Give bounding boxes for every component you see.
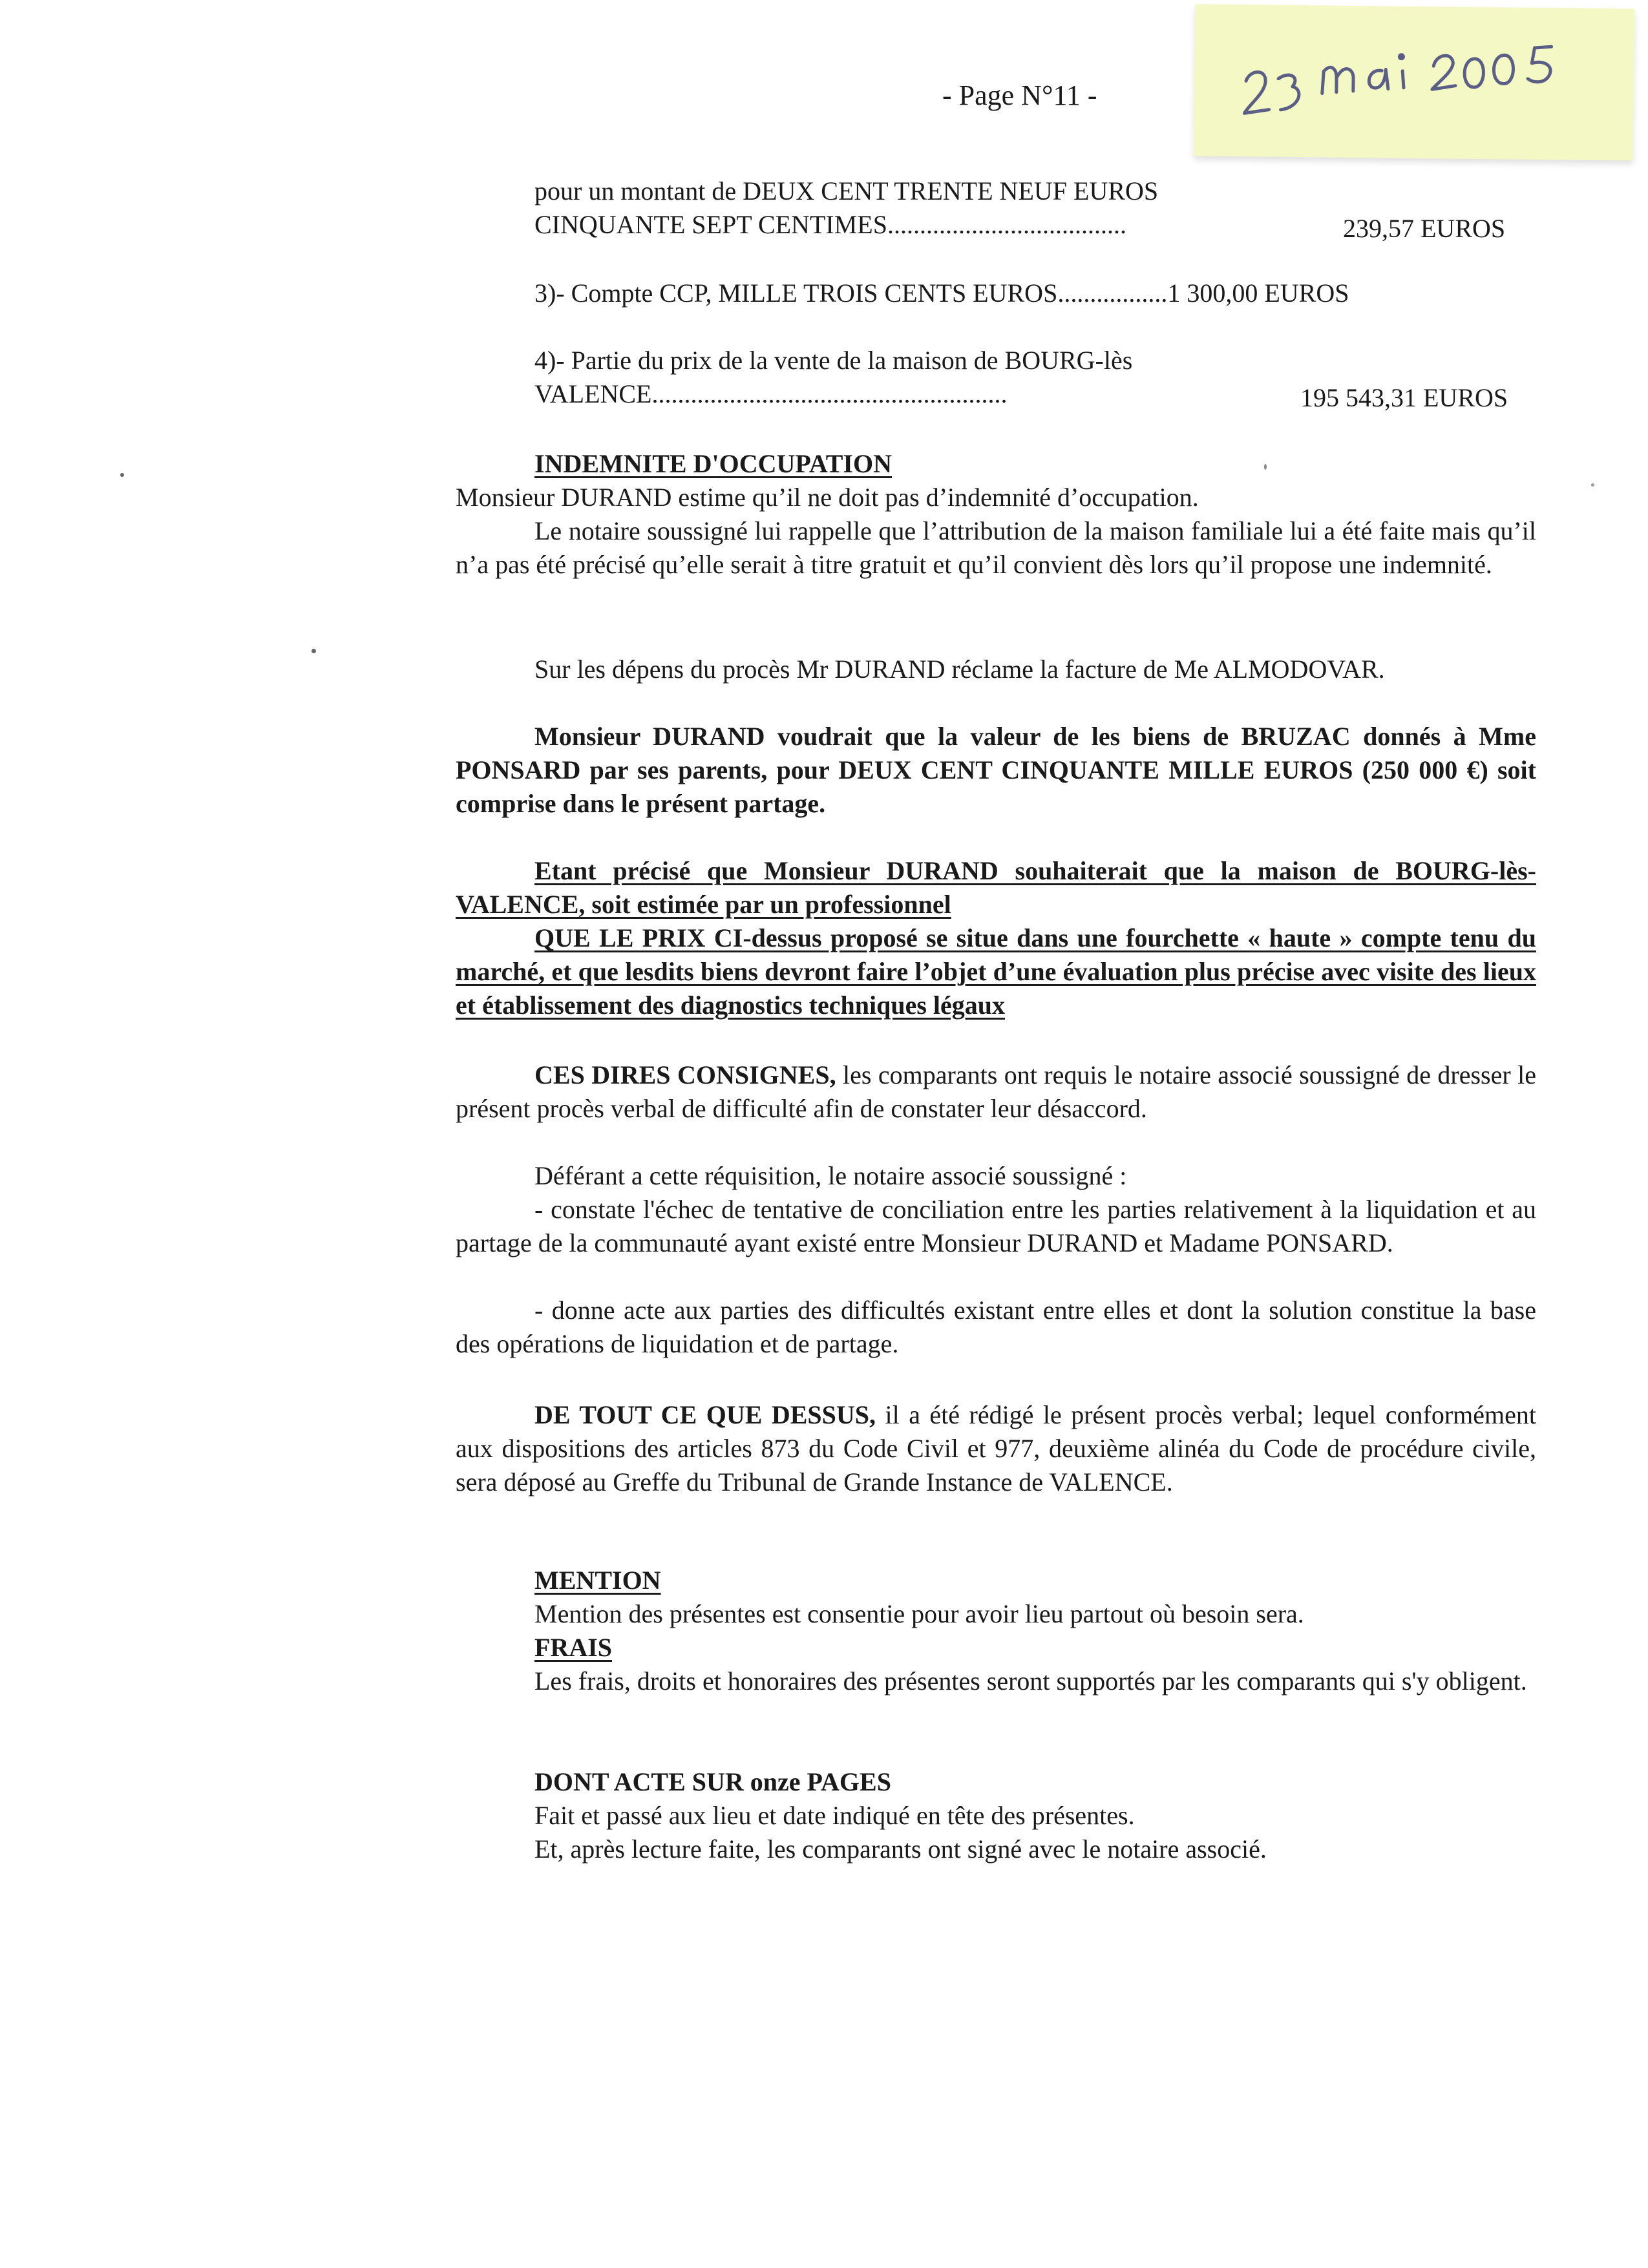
dires-paragraph — [456, 1058, 1536, 1126]
item2-line2 — [534, 208, 1126, 242]
item2-amount: 239,57 EUROS — [1343, 214, 1506, 243]
dot-leader: ................. — [1057, 278, 1168, 308]
page-number: - Page N°11 - — [942, 79, 1097, 111]
scan-speck — [312, 649, 316, 653]
dessus-text: il a été rédigé le présent procès verbal; lequel conformément aux dispositions des articles 873 du Code Civil et 977, deuxième alinéa du Code de procédure civile, sera déposé au Greffe du Tribunal de Grande Instance de VALENCE. — [456, 1400, 1536, 1496]
item4-line1: 4)- Partie du prix de la vente de la maison de BOURG-lès — [534, 346, 1133, 375]
scan-speck — [120, 473, 124, 477]
indemnite-paragraph: Le notaire soussigné lui rappelle que l’attribution de la maison familiale lui a été faite mais qu’il n’a pas été précisé qu’elle serait à titre gratuit et qu’il convient dès lors qu’il propose une indemnité. — [456, 516, 1536, 579]
indemnite-heading: INDEMNITE D'OCCUPATION — [534, 449, 892, 478]
indemnite-line1: Monsieur DURAND estime qu’il ne doit pas d’indemnité d’occupation. — [456, 483, 1199, 512]
deferant-point2: - donne acte aux parties des difficultés existant entre elles et dont la solution constitue la base des opérations de liquidation et de partage. — [456, 1296, 1536, 1358]
bruzac-paragraph: Monsieur DURAND voudrait que la valeur de les biens de BRUZAC donnés à Mme PONSARD par ses parents, pour DEUX CENT CINQUANTE MILLE EUROS (250 000 €) soit comprise dans le présent partage. — [456, 722, 1536, 818]
dot-leader: ....................................................... — [651, 379, 1008, 408]
estimation-paragraph: Etant précisé que Monsieur DURAND souhaiterait que la maison de BOURG-lès-VALENCE, soit estimée par un professionnel — [456, 856, 1536, 919]
mention-heading: MENTION — [534, 1566, 661, 1595]
item2-label: CINQUANTE SEPT CENTIMES — [534, 210, 887, 239]
scan-speck — [1591, 483, 1594, 487]
dires-text: les comparants ont requis le notaire associé soussigné de dresser le présent procès verbal de difficulté afin de constater leur désaccord. — [456, 1060, 1537, 1123]
item4-amount: 195 543,31 EUROS — [1300, 383, 1508, 412]
deferant-intro: Déférant a cette réquisition, le notaire associé soussigné : — [534, 1161, 1127, 1190]
item3-label: 3)- Compte CCP, MILLE TROIS CENTS EUROS — [534, 278, 1058, 308]
closing-heading: DONT ACTE SUR onze PAGES — [534, 1767, 891, 1796]
sticky-note — [1194, 4, 1634, 160]
deferant-point1: - constate l'échec de tentative de conciliation entre les parties relativement à la liquidation et au partage de la communauté ayant existé entre Monsieur DURAND et Madame PONSARD. — [456, 1195, 1536, 1257]
closing-line1: Fait et passé aux lieu et date indiqué en tête des présentes. — [534, 1801, 1135, 1830]
handwritten-date-icon — [1232, 30, 1596, 138]
depens-line: Sur les dépens du procès Mr DURAND réclame la facture de Me ALMODOVAR. — [534, 655, 1385, 684]
item4-label: VALENCE — [534, 379, 652, 408]
dessus-paragraph — [456, 1398, 1536, 1499]
dessus-lead: DE TOUT CE QUE DESSUS, — [534, 1400, 876, 1429]
item4-line2 — [534, 377, 1007, 411]
item2-line1: pour un montant de DEUX CENT TRENTE NEUF EUROS — [534, 176, 1159, 205]
dires-lead: CES DIRES CONSIGNES, — [534, 1060, 836, 1089]
item3-line — [534, 277, 1349, 310]
frais-text: Les frais, droits et honoraires des présentes seront supportés par les comparants qui s'y obligent. — [534, 1666, 1527, 1696]
dot-leader: ..................................... — [887, 210, 1126, 239]
scan-speck — [1264, 464, 1267, 470]
closing-line2: Et, après lecture faite, les comparants ont signé avec le notaire associé. — [534, 1834, 1267, 1864]
item3-amount: 1 300,00 EUROS — [1167, 278, 1349, 308]
mention-text: Mention des présentes est consentie pour avoir lieu partout où besoin sera. — [534, 1599, 1304, 1628]
frais-heading: FRAIS — [534, 1633, 613, 1662]
prix-paragraph: QUE LE PRIX CI-dessus proposé se situe dans une fourchette « haute » compte tenu du marché, et que lesdits biens devront faire l’objet d’une évaluation plus précise avec visite des lieux et établissement des diagnostics techniques légaux — [456, 923, 1536, 1020]
